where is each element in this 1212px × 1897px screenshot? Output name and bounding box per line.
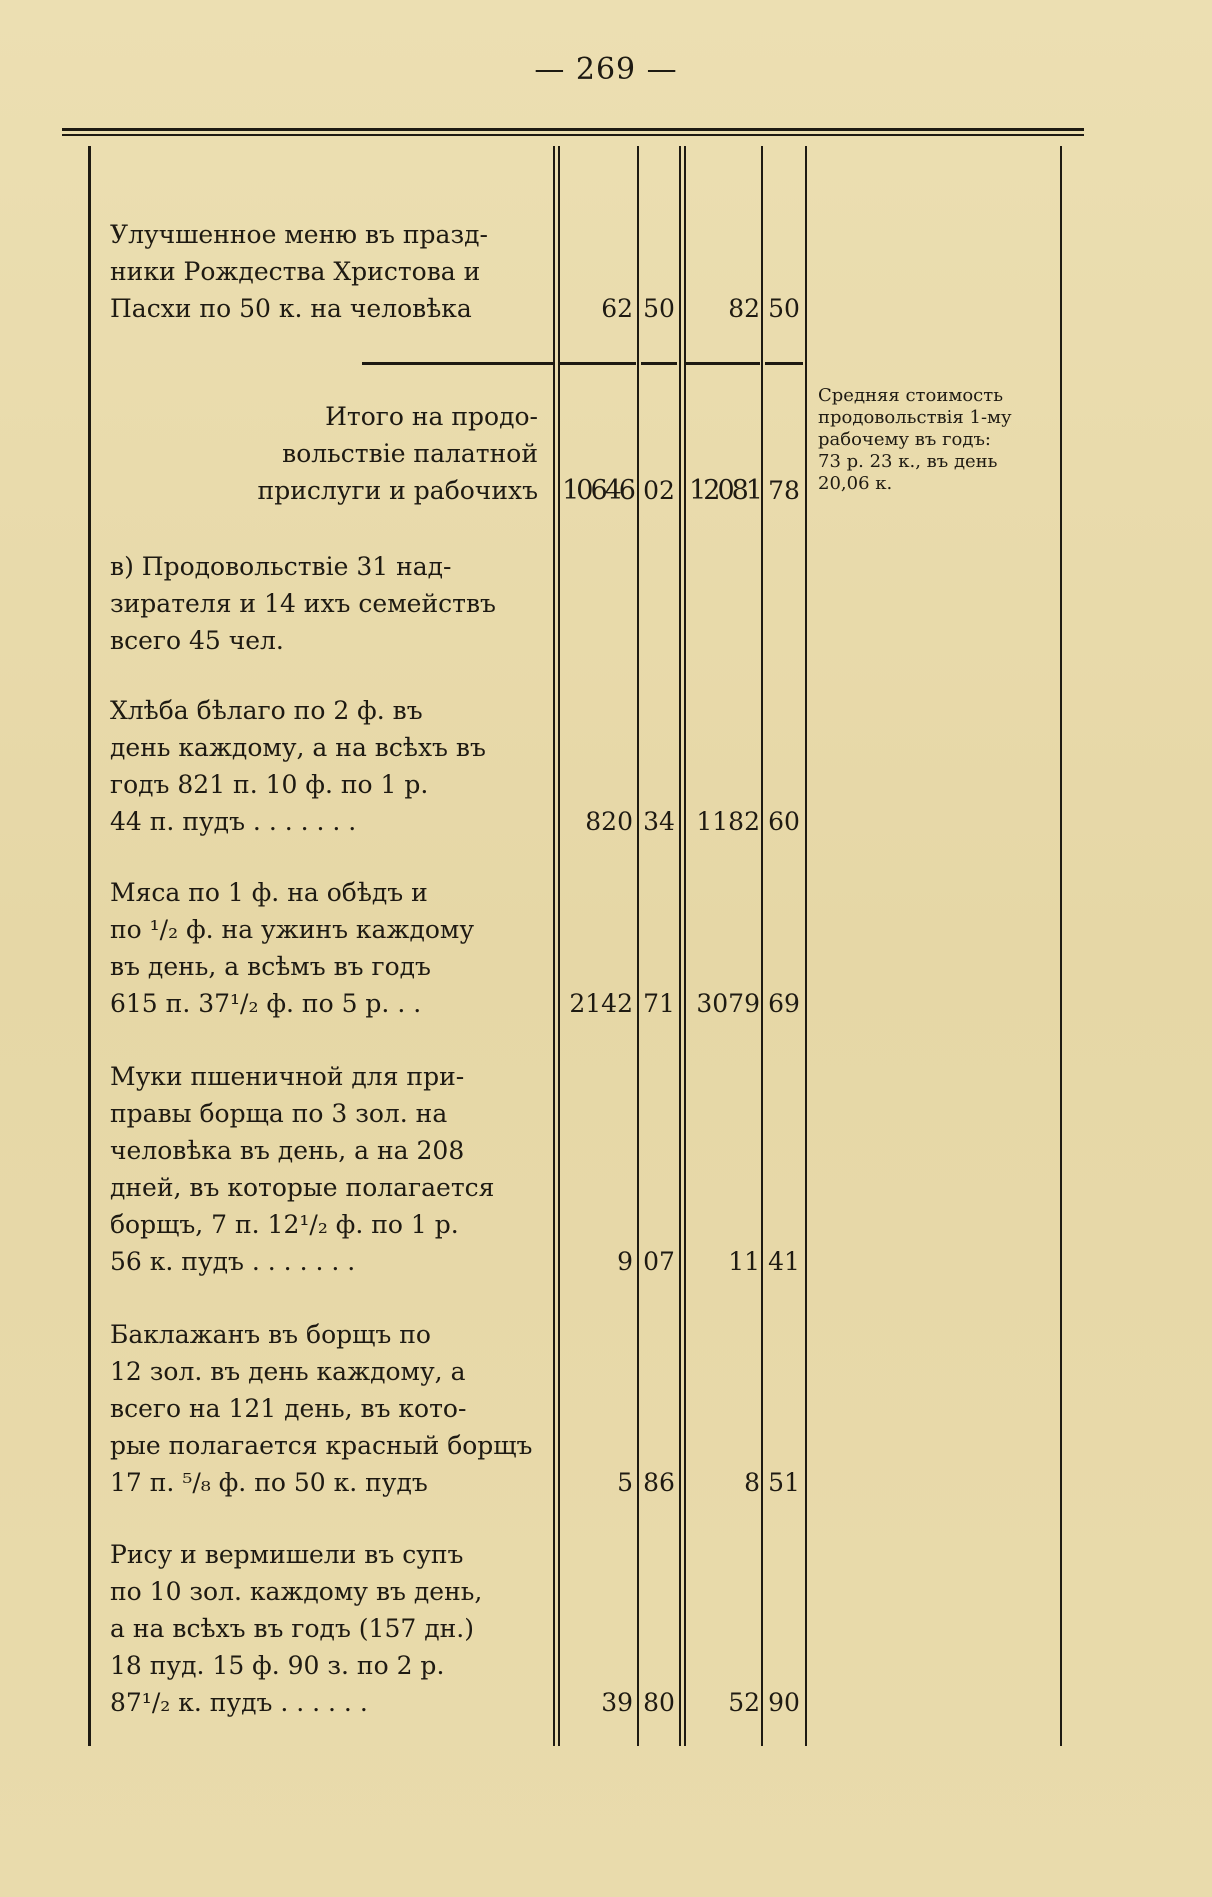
amount-rubles-2: 11 (728, 1247, 760, 1276)
row-line: 18 пуд. 15 ф. 90 з. по 2 р. (110, 1651, 445, 1680)
column-divider (679, 146, 681, 1746)
amount-kopecks-2: 78 (768, 476, 800, 505)
row-line: Улучшенное меню въ празд- (110, 220, 488, 249)
amount-kopecks-1: 34 (643, 807, 675, 836)
amount-rubles-2: 3079 (696, 989, 760, 1018)
row-line: Муки пшеничной для при- (110, 1062, 465, 1091)
row-line: всего на 121 день, въ кото- (110, 1394, 467, 1423)
amount-rubles-1: 2142 (569, 989, 633, 1018)
column-divider (684, 146, 686, 1746)
row-line: 56 к. пудъ . . . . . . . (110, 1247, 356, 1276)
row-total (110, 398, 538, 509)
note-line: Средняя стоимость (818, 385, 1004, 406)
row-line: всего 45 чел. (110, 626, 284, 655)
row-line: Мяса по 1 ф. на обѣдъ и (110, 878, 428, 907)
note-line: 73 р. 23 к., въ день (818, 451, 998, 472)
subtotal-rule (641, 362, 677, 365)
subtotal-rule (765, 362, 803, 365)
row-line: ники Рождества Христова и (110, 257, 481, 286)
row-line: вольствіе палатной (282, 439, 538, 468)
amount-rubles-1: 820 (585, 807, 633, 836)
row-line: правы борща по 3 зол. на (110, 1099, 448, 1128)
column-divider (637, 146, 639, 1746)
row-line: 12 зол. въ день каждому, а (110, 1357, 466, 1386)
note-line: продовольствія 1-му (818, 407, 1012, 428)
row-line: Итого на продо- (325, 402, 538, 431)
row-overseers-header (110, 548, 538, 659)
row-line: борщъ, 7 п. 12¹/₂ ф. по 1 р. (110, 1210, 459, 1239)
amount-rubles-1: 39 (601, 1688, 633, 1717)
row-line: дней, въ которые полагается (110, 1173, 495, 1202)
amount-rubles-2: 52 (728, 1688, 760, 1717)
row-line: человѣка въ день, а на 208 (110, 1136, 465, 1165)
column-divider (805, 146, 807, 1746)
row-line: 87¹/₂ к. пудъ . . . . . . (110, 1688, 368, 1717)
amount-rubles-2: 8 (744, 1468, 760, 1497)
column-divider (761, 146, 763, 1746)
amount-rubles-2: 82 (728, 294, 760, 323)
row-flour (110, 1058, 538, 1280)
row-line: по 10 зол. каждому въ день, (110, 1577, 483, 1606)
amount-kopecks-2: 90 (768, 1688, 800, 1717)
amount-rubles-1: 10646 (562, 475, 633, 506)
row-line: Хлѣба бѣлаго по 2 ф. въ (110, 696, 423, 725)
note-line: рабочему въ годъ: (818, 429, 991, 450)
column-divider (558, 146, 560, 1746)
row-line: годъ 821 п. 10 ф. по 1 р. (110, 770, 429, 799)
amount-rubles-1: 5 (617, 1468, 633, 1497)
amount-kopecks-2: 41 (768, 1247, 800, 1276)
subtotal-rule (686, 362, 760, 365)
row-line: 615 п. 37¹/₂ ф. по 5 р. . . (110, 989, 422, 1018)
row-line: зирателя и 14 ихъ семействъ (110, 589, 496, 618)
amount-rubles-1: 9 (617, 1247, 633, 1276)
top-rule-thin (62, 134, 1084, 136)
row-line: Рису и вермишели въ супъ (110, 1540, 464, 1569)
row-line: прислуги и рабочихъ (257, 476, 538, 505)
amount-kopecks-2: 60 (768, 807, 800, 836)
amount-rubles-2: 1182 (696, 807, 760, 836)
subtotal-rule (362, 362, 554, 365)
row-line: по ¹/₂ ф. на ужинъ каждому (110, 915, 475, 944)
amount-rubles-2: 12081 (689, 475, 760, 506)
row-line: Баклажанъ въ борщъ по (110, 1320, 431, 1349)
row-rice (110, 1536, 538, 1721)
row-line: в) Продовольствіе 31 над- (110, 552, 452, 581)
row-line: 17 п. ⁵/₈ ф. по 50 к. пудъ (110, 1468, 428, 1497)
amount-kopecks-2: 51 (768, 1468, 800, 1497)
amount-kopecks-1: 86 (643, 1468, 675, 1497)
row-line: день каждому, а на всѣхъ въ (110, 733, 486, 762)
row-eggplant (110, 1316, 538, 1501)
row-meat (110, 874, 538, 1022)
page-number: — 269 — (534, 52, 678, 87)
row-line: рые полагается красный борщъ (110, 1431, 533, 1460)
note-line: 20,06 к. (818, 473, 893, 494)
amount-kopecks-2: 69 (768, 989, 800, 1018)
amount-kopecks-1: 07 (643, 1247, 675, 1276)
table-right-border (1060, 146, 1062, 1746)
amount-kopecks-1: 02 (643, 476, 675, 505)
amount-kopecks-1: 71 (643, 989, 675, 1018)
amount-kopecks-1: 50 (643, 294, 675, 323)
row-line: 44 п. пудъ . . . . . . . (110, 807, 357, 836)
amount-kopecks-2: 50 (768, 294, 800, 323)
amount-kopecks-1: 80 (643, 1688, 675, 1717)
row-line: а на всѣхъ въ годъ (157 дн.) (110, 1614, 474, 1643)
row-line: въ день, а всѣмъ въ годъ (110, 952, 431, 981)
table-left-border (88, 146, 91, 1746)
row-improved-menu (110, 216, 538, 327)
amount-rubles-1: 62 (601, 294, 633, 323)
subtotal-rule (560, 362, 636, 365)
column-divider (553, 146, 555, 1746)
top-rule (62, 128, 1084, 131)
row-bread (110, 692, 538, 840)
average-cost-note (818, 385, 1046, 495)
row-line: Пасхи по 50 к. на человѣка (110, 294, 472, 323)
